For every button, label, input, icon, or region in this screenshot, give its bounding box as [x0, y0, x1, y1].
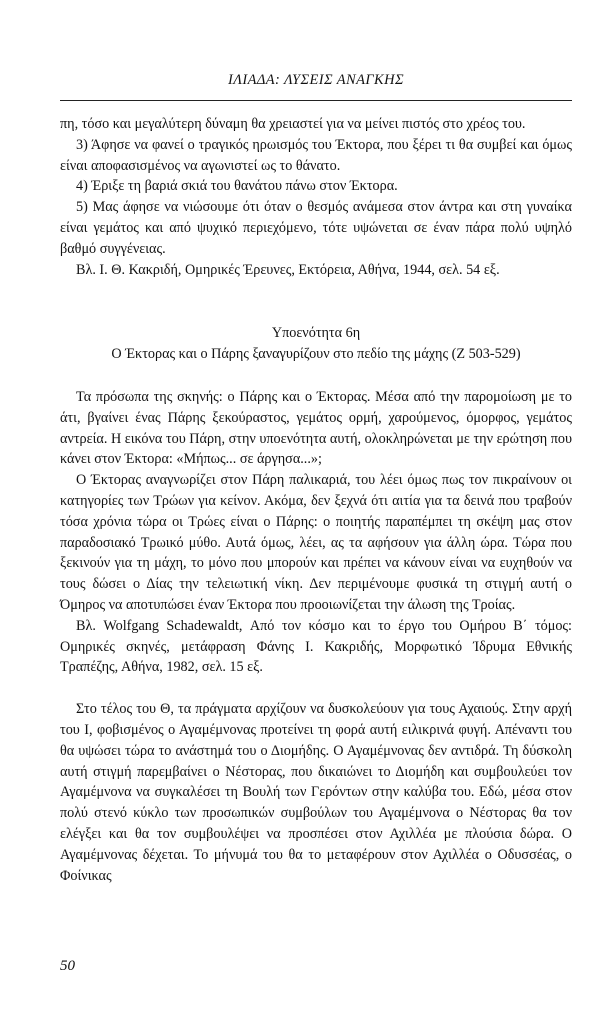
paragraph: Στο τέλος του Θ, τα πράγματα αρχίζουν να δυσκολεύουν για τους Αχαιούς. Στην αρχή του Ι, φοβισμένος ο Αγαμέμνονας προτείνει τη φορά αυτή ειλικρινά φυγή. Απέναντι του θα υψώσει τώρα το ανάστημά του ο Διομήδης. Ο Αγαμέμνονας δεν αντιδρά. Τη δύσκολη αυτή στιγμή παρεμβαίνει ο Νέστορας, που δικαιώνει το Διομήδη και συμβουλεύει τον Αγαμέμνονα να συγκαλέσει τη Βουλή των Γερόντων στην καλύβα του. Εδώ, μέσα στον πολύ στενό κύκλο των προσωπικών συμβούλων του Αγαμέμνονα ο Νέστορας θα τον ελέγξει και θα τον συμβουλέψει να προσπέσει στον Αχιλλέα με πλούσια δώρα. Ο Αγαμέμνονας δέχεται. Το μήνυμά του θα το μεταφέρουν στον Αχιλλέα ο Οδυσσέας, ο Φοίνικας [60, 701, 572, 884]
list-item: 5) Μας άφησε να νιώσουμε ότι όταν ο θεσμός ανάμεσα στον άντρα και στη γυναίκα είναι γεμάτος και από ψυχικό περιεχόμενο, τότε υψώνεται σε έναν πάρα πολύ υψηλό βαθμό συγγένειας. [60, 199, 572, 257]
paragraph: Τα πρόσωπα της σκηνής: ο Πάρης και ο Έκτορας. Μέσα από την παρομοίωση με το άτι, βγαίνει ένας Πάρης ξεκούραστος, γεμάτος ορμή, χαρούμενος, όμορφος, γεμάτος αντρεία. Η εικόνα του Πάρη, στην υποενότητα αυτή, ολοκληρώνεται με την ερώτηση που κάνει στον Έκτορα: «Μήπως... σε άργησα...»; [60, 388, 572, 468]
continuation-text: πη, τόσο και μεγαλύτερη δύναμη θα χρειαστεί για να μείνει πιστός στο χρέος του. [60, 116, 526, 132]
paragraph: Ο Έκτορας αναγνωρίζει στον Πάρη παλικαριά, του λέει όμως πως τον πικραίνουν οι κατηγορίες των Τρώων για κείνον. Ακόμα, δεν ξεχνά ότι αιτία για τα δεινά που τραβούν τόσα χρόνια τώρα οι Τρώες είναι ο Πάρης: ο ποιητής παραπέμπει τη σκέψη μας στον παραδοσιακό Τρωικό μύθο. Αυτά όμως, λέει, ας τα αφήσουν για άλλη ώρα. Τώρα που ξεκινούν για τη μάχη, το μόνο που μπορούν και πρέπει να κάνουν είναι να ευχηθούν να τους δώσει ο Δίας την τελειωτική νίκη. Δεν περιμένουμε φυσικά τη στιγμή αυτή ο Όμηρος να αποτυπώσει έναν Έκτορα που προοιωνίζεται την άλωση της Τροίας. [60, 472, 572, 613]
list-item: 4) Έριξε τη βαριά σκιά του θανάτου πάνω στον Έκτορα. [76, 178, 398, 195]
bibliographic-reference: Βλ. Wolfgang Schadewaldt, Από τον κόσμο και το έργο του Ομήρου Β΄ τόμος: Ομηρικές σκηνές, μετάφραση Φάνης Ι. Κακριδής, Μορφωτικό Ίδρυμα Εθνικής Τραπέζης, Αθήνα, 1982, σελ. 15 εξ. [60, 617, 572, 676]
list-item: 3) Άφησε να φανεί ο τραγικός ηρωισμός του Έκτορα, που ξέρει τι θα συμβεί και όμως είναι αποφασισμένος να αγωνιστεί ως το θάνατο. [60, 136, 572, 174]
running-header: ΙΛΙΑΔΑ: ΛΥΣΕΙΣ ΑΝΑΓΚΗΣ [228, 72, 404, 88]
subsection-heading: Υποενότητα 6η [271, 325, 361, 342]
bibliographic-reference: Βλ. Ι. Θ. Κακριδή, Ομηρικές Έρευνες, Εκτόρεια, Αθήνα, 1944, σελ. 54 εξ. [76, 261, 500, 278]
page-number: 50 [60, 958, 75, 974]
page-body [60, 114, 572, 886]
subsection-title: Ο Έκτορας και ο Πάρης ξαναγυρίζουν στο πεδίο της μάχης (Ζ 503-529) [111, 346, 521, 363]
header-rule [60, 100, 572, 101]
